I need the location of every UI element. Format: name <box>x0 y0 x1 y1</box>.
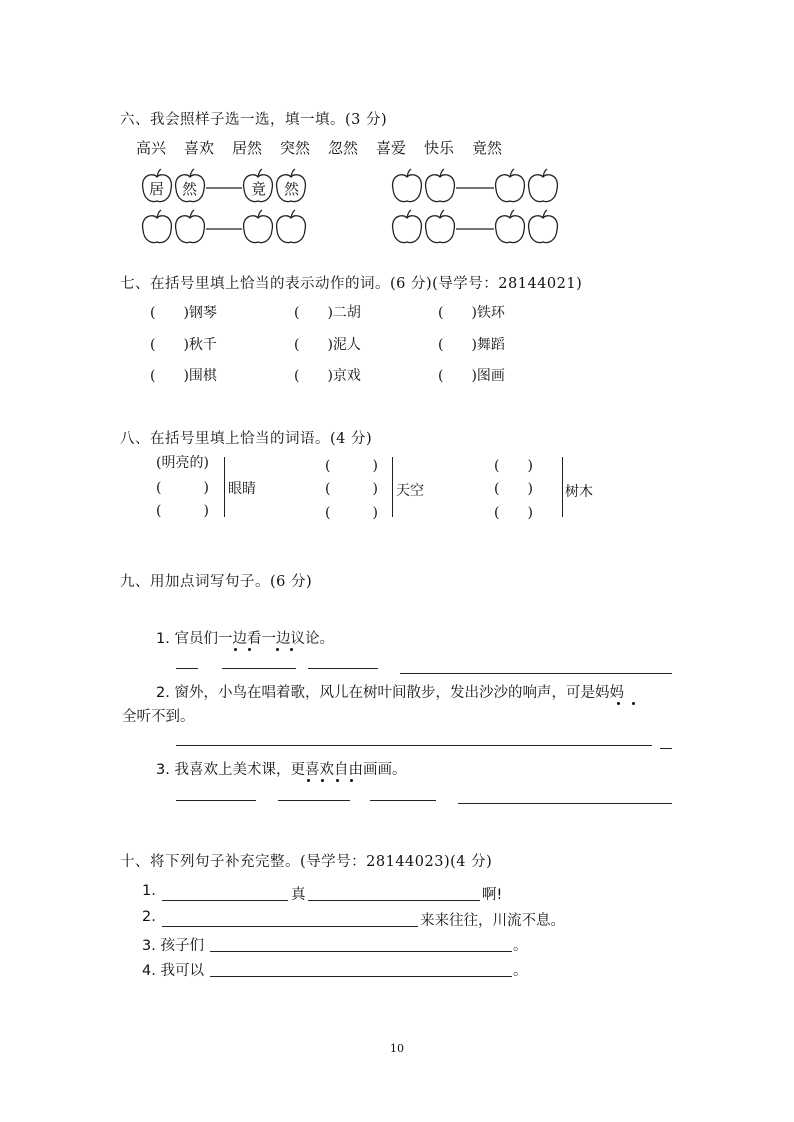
fill-item: ( )舞蹈 <box>438 337 505 353</box>
emphasis-dot <box>336 779 339 782</box>
apple-icon <box>244 210 273 243</box>
q7-title: 七、在括号里填上恰当的表示动作的词。(6 分)(导学号：28144021) <box>120 276 583 292</box>
apple-icon <box>529 169 558 202</box>
sentence-2: 2. 窗外，小鸟在唱着歌，风儿在树叶间散步，发出沙沙的响声，可是妈妈 <box>156 685 624 701</box>
fill-item: ( )铁环 <box>438 305 505 321</box>
answer-line <box>308 668 378 669</box>
completion-1-mid: 真 <box>291 887 306 903</box>
word: 忽然 <box>328 139 359 157</box>
noun-label: 眼睛 <box>228 481 256 497</box>
completion-1-end: 啊! <box>482 887 503 903</box>
given-word: (明亮的) <box>156 455 209 471</box>
apple-icon <box>143 210 172 243</box>
completion-3-end: 。 <box>513 938 528 954</box>
apple-icon <box>393 169 422 202</box>
answer-line <box>370 800 436 801</box>
example-char: 居 <box>149 180 165 198</box>
word: 突然 <box>280 139 311 157</box>
completion-1-num: 1. <box>142 883 156 899</box>
q6-title: 六、我会照样子选一选，填一填。(3 分) <box>120 112 388 128</box>
emphasis-dot <box>234 648 237 651</box>
fill-item: ( ) <box>494 481 533 497</box>
fill-item: ( ) <box>494 505 533 521</box>
emphasis-dot <box>290 648 293 651</box>
apple-grid <box>0 0 794 260</box>
apple-icon <box>426 210 455 243</box>
emphasis-dot <box>350 779 353 782</box>
brace <box>220 457 225 517</box>
word: 居然 <box>232 139 263 157</box>
answer-line <box>176 745 652 746</box>
answer-line <box>210 951 512 952</box>
answer-line <box>176 800 256 801</box>
fill-item: ( ) <box>325 481 378 497</box>
word: 高兴 <box>136 139 167 157</box>
fill-item: ( )秋千 <box>150 337 217 353</box>
apple-icon <box>176 210 205 243</box>
answer-line <box>308 900 480 901</box>
q9-title: 九、用加点词写句子。(6 分) <box>120 574 313 590</box>
fill-item: ( )围棋 <box>150 368 217 384</box>
sentence-1: 1. 官员们一边看一边议论。 <box>156 631 334 647</box>
answer-line <box>162 900 288 901</box>
sentence-2-cont: 全听不到。 <box>122 709 195 725</box>
brace <box>388 457 393 517</box>
word: 竟然 <box>472 139 503 157</box>
emphasis-dot <box>617 702 620 705</box>
fill-item: ( )京戏 <box>294 368 361 384</box>
page-number: 10 <box>390 1042 404 1055</box>
apple-icon <box>529 210 558 243</box>
emphasis-dot <box>632 702 635 705</box>
answer-line <box>222 668 296 669</box>
completion-3-start: 3. 孩子们 <box>142 938 204 954</box>
fill-item: ( )图画 <box>438 368 505 384</box>
fill-item: ( )钢琴 <box>150 305 217 321</box>
word: 喜欢 <box>184 139 215 157</box>
fill-item: ( )二胡 <box>294 305 361 321</box>
example-char: 竟 <box>251 180 267 198</box>
answer-line <box>660 748 672 749</box>
apple-icon <box>496 210 525 243</box>
emphasis-dot <box>248 648 251 651</box>
fill-item: ( ) <box>325 505 378 521</box>
fill-item: ( )泥人 <box>294 337 361 353</box>
q10-title: 十、将下列句子补充完整。(导学号：28144023)(4 分) <box>120 854 493 870</box>
apple-icon <box>277 210 306 243</box>
answer-line <box>278 800 350 801</box>
sentence-3: 3. 我喜欢上美术课，更喜欢自由画画。 <box>156 762 407 778</box>
fill-item: ( ) <box>156 480 209 496</box>
answer-line <box>162 926 418 927</box>
emphasis-dot <box>321 779 324 782</box>
fill-item: ( ) <box>325 458 378 474</box>
noun-label: 天空 <box>396 483 424 499</box>
answer-line <box>400 673 672 674</box>
fill-item: ( ) <box>156 503 209 519</box>
word: 快乐 <box>424 139 455 157</box>
fill-item: ( ) <box>494 458 533 474</box>
brace <box>558 457 563 517</box>
noun-label: 树木 <box>565 484 593 500</box>
answer-line <box>210 976 512 977</box>
example-char: 然 <box>284 180 300 198</box>
answer-line <box>458 803 672 804</box>
apple-icon <box>426 169 455 202</box>
answer-line <box>176 668 198 669</box>
emphasis-dot <box>276 648 279 651</box>
completion-4-end: 。 <box>513 963 528 979</box>
completion-2-num: 2. <box>142 909 156 925</box>
emphasis-dot <box>307 779 310 782</box>
q8-title: 八、在括号里填上恰当的词语。(4 分) <box>120 431 373 447</box>
word: 喜爱 <box>376 139 407 157</box>
apple-icon <box>393 210 422 243</box>
apple-icon <box>496 169 525 202</box>
completion-2-end: 来来往往，川流不息。 <box>420 913 565 929</box>
example-char: 然 <box>182 180 198 198</box>
completion-4-start: 4. 我可以 <box>142 963 204 979</box>
